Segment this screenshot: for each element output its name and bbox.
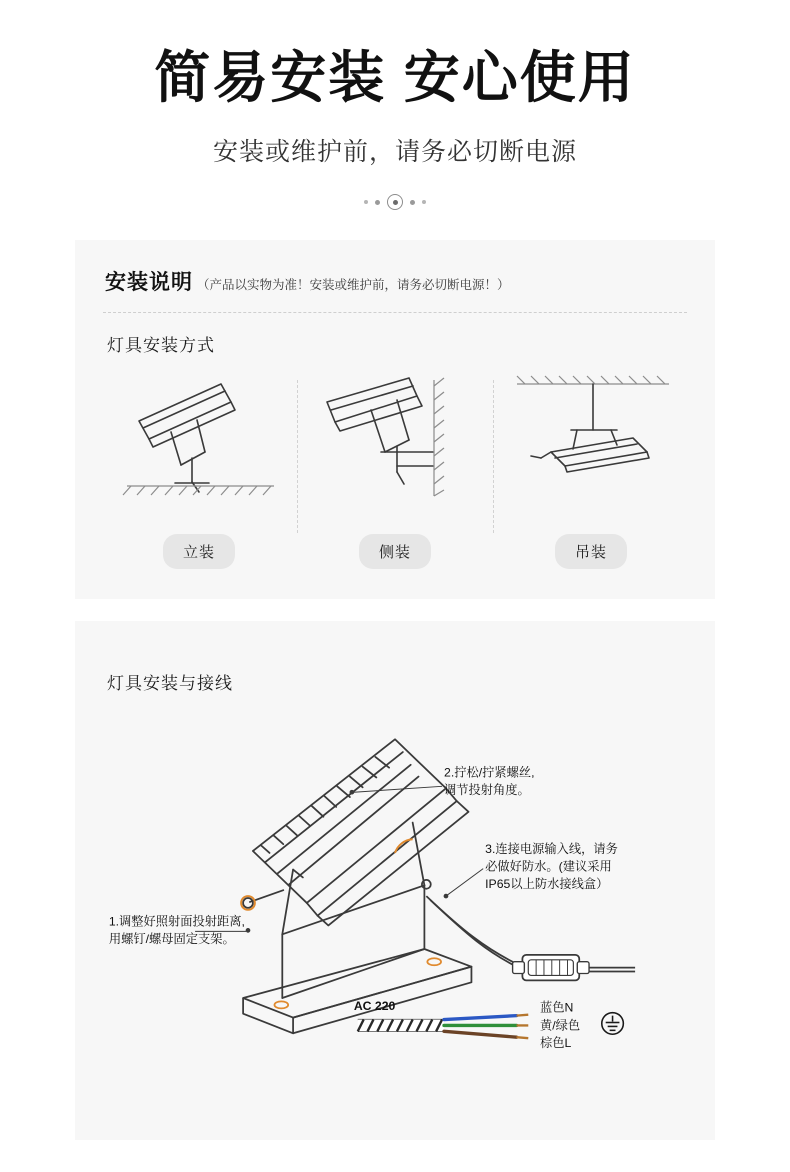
- callout-2-line-2: 调节投射角度。: [444, 783, 530, 798]
- section-heading-text: 安装说明: [105, 271, 193, 295]
- callout-3-line-3: IP65以上防水接线盒）: [485, 877, 609, 892]
- mount-option-stand: [101, 366, 297, 569]
- section-heading-note: （产品以实物为准！安装或维护前，请务必切断电源！）: [197, 278, 510, 293]
- wire-label-brown: 棕色L: [540, 1036, 572, 1051]
- dot-small-right: [422, 200, 426, 204]
- mount-option-label: 吊装: [555, 534, 627, 569]
- hero-section: [0, 0, 790, 210]
- divider: [103, 312, 687, 313]
- ceiling-mount-icon: [493, 366, 689, 516]
- mount-option-side: [297, 366, 493, 569]
- callout-1-line-1: 1.调整好照射面投射距离,: [108, 914, 245, 929]
- installation-instructions-card: [75, 240, 715, 599]
- page-title: 简易安装 安心使用: [154, 46, 636, 109]
- mount-option-ceiling: [493, 366, 689, 569]
- ac-voltage-label: AC 220: [353, 999, 396, 1014]
- page-subtitle: 安装或维护前，请务必切断电源: [212, 138, 577, 167]
- mount-option-label: 立装: [163, 534, 235, 569]
- dot-small-left: [364, 200, 368, 204]
- mount-option-label: 侧装: [359, 534, 431, 569]
- wiring-card: [75, 621, 715, 1140]
- wiring-title: 灯具安装与接线: [107, 674, 233, 694]
- callout-2-line-1: 2.拧松/拧紧螺丝,: [444, 765, 535, 780]
- mounting-options-row: [101, 366, 689, 569]
- stand-mount-icon: [101, 366, 297, 516]
- decorative-dots: [0, 194, 790, 210]
- earth-ground-icon: [602, 1013, 624, 1035]
- wire-label-blue: 蓝色N: [540, 1001, 574, 1016]
- wiring-diagram: [101, 700, 689, 1100]
- mounting-methods-title: 灯具安装方式: [107, 336, 215, 356]
- side-mount-icon: [297, 366, 493, 516]
- dot-left: [375, 200, 380, 205]
- dot-right: [410, 200, 415, 205]
- callout-3-line-1: 3.连接电源输入线，请务: [485, 842, 618, 857]
- section-heading: [101, 266, 689, 296]
- callout-1-line-2: 用螺钉/螺母固定支架。: [108, 932, 235, 947]
- callout-3-line-2: 必做好防水。(建议采用: [485, 859, 612, 874]
- wire-label-green: 黄/绿色: [540, 1018, 581, 1033]
- dot-ring-center: [387, 194, 403, 210]
